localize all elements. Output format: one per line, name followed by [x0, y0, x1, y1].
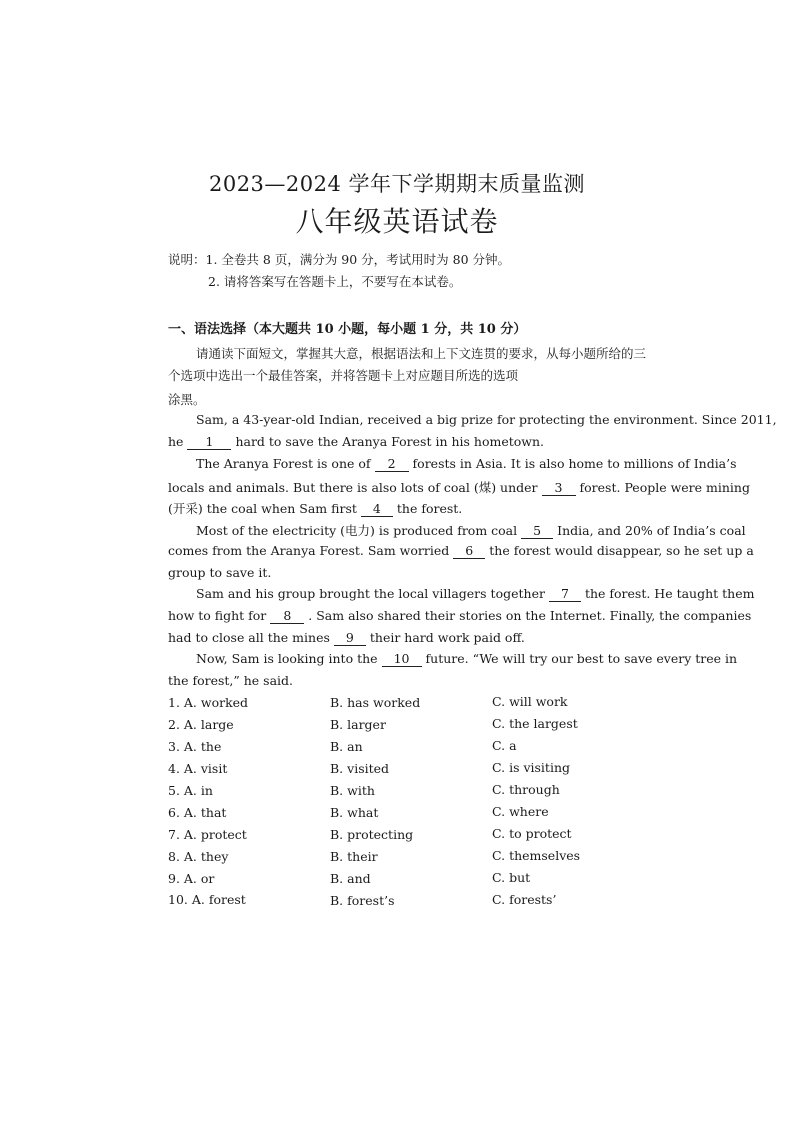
passage-text: Sam and his group brought the local villagers together	[196, 586, 545, 601]
option-a: 1. A. worked	[168, 695, 249, 710]
option-b: B. forest’s	[330, 893, 395, 908]
option-a: 4. A. visit	[168, 761, 228, 776]
section-heading: 一、语法选择（本大题共 10 小题，每小题 1 分，共 10 分）	[168, 322, 527, 337]
passage-line: Sam, a 43-year-old Indian, received a big prize for protecting the environment. Since 2011,	[196, 412, 777, 427]
option-b: B. larger	[330, 717, 386, 732]
option-b: B. with	[330, 783, 375, 798]
option-c: C. through	[492, 782, 560, 797]
option-c: C. the largest	[492, 716, 578, 731]
blank-9: 9	[334, 631, 366, 646]
passage-text: locals and animals. But there is also lots of coal (煤) under	[168, 480, 538, 495]
passage-line	[168, 608, 752, 624]
option-b: B. protecting	[330, 827, 414, 842]
option-c: C. themselves	[492, 848, 581, 863]
blank-8: 8	[270, 609, 304, 624]
directions-line-2: 个选项中选出一个最佳答案，并将答题卡上对应题目所选的选项	[168, 368, 519, 383]
blank-1: 1	[187, 435, 231, 450]
option-c: C. but	[492, 870, 531, 885]
passage-text: hard to save the Aranya Forest in his hometown.	[235, 434, 545, 449]
passage-text: their hard work paid off.	[369, 630, 525, 645]
option-b: B. has worked	[330, 695, 421, 710]
passage-text: . Sam also shared their stories on the Internet. Finally, the companies	[308, 608, 752, 623]
option-b: B. an	[330, 739, 363, 754]
option-b: B. and	[330, 871, 371, 886]
instruction-item-1: 1. 全卷共 8 页，满分为 90 分，考试用时为 80 分钟。	[205, 252, 511, 267]
passage-text: the forest would disappear, so he set up a	[489, 543, 754, 558]
option-a: 2. A. large	[168, 717, 234, 732]
option-c: C. forests’	[492, 892, 557, 907]
instruction-item-2: 2. 请将答案写在答题卡上，不要写在本试卷。	[208, 274, 462, 289]
passage-line	[168, 499, 688, 517]
blank-2: 2	[375, 457, 409, 472]
option-a: 10. A. forest	[168, 892, 246, 907]
exam-title-subject: 八年级英语试卷	[295, 205, 499, 238]
passage-text: future. “We will try our best to save every tree in	[425, 651, 738, 666]
option-c: C. is visiting	[492, 760, 570, 775]
passage-text: India, and 20% of India’s coal	[557, 523, 746, 538]
passage-text: forests in Asia. It is also home to millions of India’s	[412, 456, 737, 471]
passage-text: the forest. He taught them	[584, 586, 755, 601]
passage-line: the forest,” he said.	[168, 673, 294, 688]
passage-text: how to fight for	[168, 608, 267, 623]
passage-line	[168, 586, 755, 602]
option-c: C. a	[492, 738, 517, 753]
passage-line	[168, 434, 688, 450]
option-b: B. what	[330, 805, 379, 820]
passage-line	[168, 521, 746, 539]
option-c: C. will work	[492, 694, 568, 709]
exam-title-term: 2023—2024 学年下学期期末质量监测	[208, 172, 586, 196]
passage-line	[168, 478, 750, 496]
passage-text: the forest.	[396, 501, 463, 516]
passage-text: Most of the electricity (电力) is produced from coal	[196, 523, 518, 538]
option-c: C. where	[492, 804, 549, 819]
option-a: 3. A. the	[168, 739, 222, 754]
passage-text: (开采) the coal when Sam first	[168, 501, 357, 516]
passage-text: had to close all the mines	[168, 630, 330, 645]
passage-text: The Aranya Forest is one of	[196, 456, 371, 471]
directions-line-3: 涂黑。	[168, 392, 206, 407]
passage-line	[168, 456, 737, 472]
option-c: C. to protect	[492, 826, 572, 841]
blank-10: 10	[382, 652, 422, 667]
option-a: 9. A. or	[168, 871, 215, 886]
passage-text: comes from the Aranya Forest. Sam worried	[168, 543, 450, 558]
option-b: B. visited	[330, 761, 390, 776]
option-a: 8. A. they	[168, 849, 229, 864]
option-a: 6. A. that	[168, 805, 227, 820]
passage-line	[168, 630, 688, 646]
option-a: 7. A. protect	[168, 827, 247, 842]
option-a: 5. A. in	[168, 783, 213, 798]
passage-line	[168, 651, 738, 667]
passage-text: Now, Sam is looking into the	[196, 651, 378, 666]
instruction-label: 说明：	[168, 252, 206, 267]
directions-line-1: 请通读下面短文，掌握其大意，根据语法和上下文连贯的要求，从每小题所给的三	[196, 346, 647, 361]
blank-7: 7	[549, 587, 581, 602]
blank-6: 6	[453, 544, 485, 559]
passage-line	[168, 543, 754, 559]
blank-5: 5	[521, 524, 553, 539]
passage-line: group to save it.	[168, 565, 272, 580]
blank-3: 3	[542, 481, 576, 496]
passage-text: he	[168, 434, 184, 449]
passage-text: forest. People were mining	[579, 480, 750, 495]
instruction-line-1	[168, 250, 510, 268]
option-b: B. their	[330, 849, 378, 864]
blank-4: 4	[361, 502, 393, 517]
